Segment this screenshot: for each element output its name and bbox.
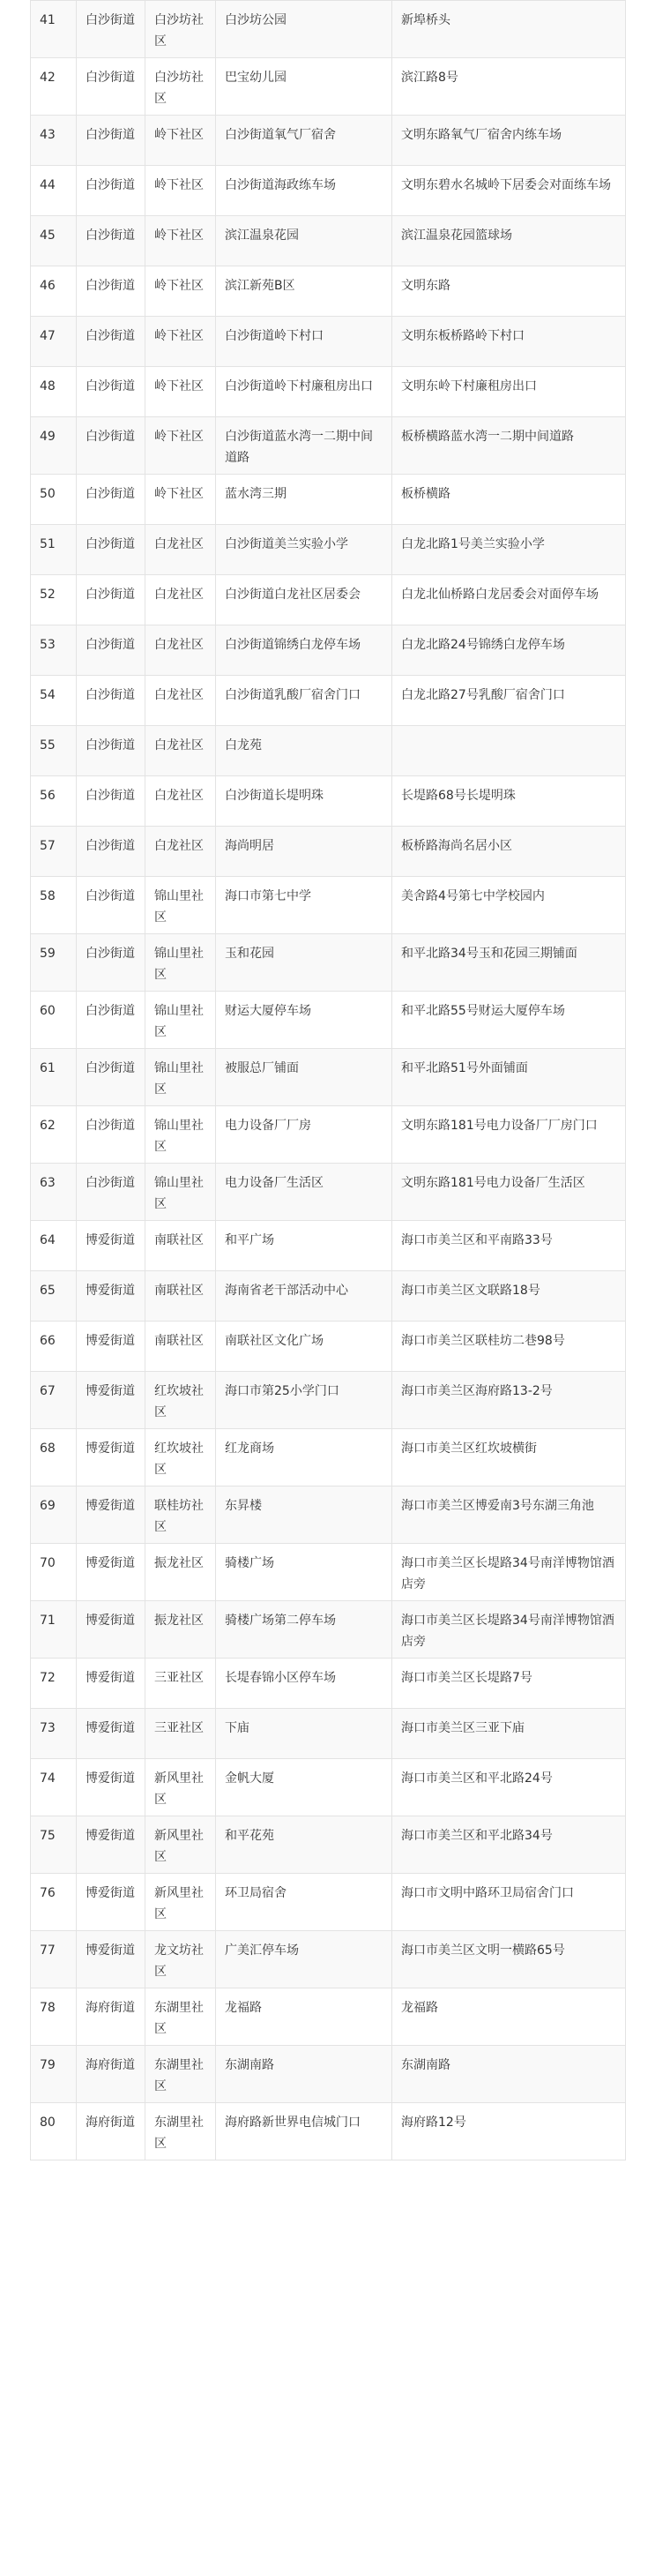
community-cell: 东湖里社区 [145, 2103, 216, 2160]
site-name-cell: 环卫局宿舍 [216, 1874, 392, 1931]
street-cell: 白沙街道 [77, 166, 145, 216]
street-cell: 白沙街道 [77, 417, 145, 475]
address-cell: 海口市美兰区长堤路7号 [392, 1659, 626, 1709]
table-row [31, 1816, 626, 1874]
row-number: 67 [31, 1372, 77, 1429]
address-cell: 海口市美兰区和平北路24号 [392, 1759, 626, 1816]
table-row [31, 1988, 626, 2046]
row-number: 53 [31, 625, 77, 676]
table-row [31, 1049, 626, 1106]
community-cell: 岭下社区 [145, 367, 216, 417]
row-number: 46 [31, 266, 77, 317]
address-cell: 海口市美兰区三亚下庙 [392, 1709, 626, 1759]
street-cell: 白沙街道 [77, 625, 145, 676]
row-number: 56 [31, 776, 77, 827]
address-cell: 文明东岭下村廉租房出口 [392, 367, 626, 417]
community-cell: 白龙社区 [145, 827, 216, 877]
community-cell: 锦山里社区 [145, 1049, 216, 1106]
row-number: 62 [31, 1106, 77, 1164]
street-cell: 白沙街道 [77, 726, 145, 776]
row-number: 55 [31, 726, 77, 776]
community-cell: 岭下社区 [145, 417, 216, 475]
street-cell: 博爱街道 [77, 1486, 145, 1544]
site-name-cell: 广美汇停车场 [216, 1931, 392, 1988]
address-cell: 海口市美兰区和平南路33号 [392, 1221, 626, 1271]
table-row [31, 1759, 626, 1816]
site-name-cell: 白沙街道锦绣白龙停车场 [216, 625, 392, 676]
street-cell: 白沙街道 [77, 827, 145, 877]
table-row [31, 827, 626, 877]
address-cell: 滨江路8号 [392, 58, 626, 116]
street-cell: 博爱街道 [77, 1429, 145, 1486]
community-cell: 新风里社区 [145, 1759, 216, 1816]
site-name-cell: 东湖南路 [216, 2046, 392, 2103]
street-cell: 白沙街道 [77, 367, 145, 417]
site-name-cell: 红龙商场 [216, 1429, 392, 1486]
table-row [31, 116, 626, 166]
community-cell: 锦山里社区 [145, 992, 216, 1049]
community-cell: 锦山里社区 [145, 934, 216, 992]
site-name-cell: 海府路新世界电信城门口 [216, 2103, 392, 2160]
table-row [31, 266, 626, 317]
address-cell: 白龙北路24号锦绣白龙停车场 [392, 625, 626, 676]
address-cell: 海口市美兰区红坎坡横街 [392, 1429, 626, 1486]
street-cell: 博爱街道 [77, 1931, 145, 1988]
address-cell: 白龙北路1号美兰实验小学 [392, 525, 626, 575]
community-cell: 岭下社区 [145, 166, 216, 216]
address-cell: 和平北路34号玉和花园三期铺面 [392, 934, 626, 992]
row-number: 71 [31, 1601, 77, 1659]
street-cell: 博爱街道 [77, 1322, 145, 1372]
row-number: 79 [31, 2046, 77, 2103]
address-cell: 海口市美兰区文联路18号 [392, 1271, 626, 1322]
address-cell: 海口市美兰区博爱南3号东湖三角池 [392, 1486, 626, 1544]
table-row [31, 1931, 626, 1988]
row-number: 77 [31, 1931, 77, 1988]
table-row [31, 1106, 626, 1164]
street-cell: 白沙街道 [77, 475, 145, 525]
row-number: 69 [31, 1486, 77, 1544]
table-row [31, 166, 626, 216]
row-number: 72 [31, 1659, 77, 1709]
street-cell: 博爱街道 [77, 1816, 145, 1874]
row-number: 75 [31, 1816, 77, 1874]
row-number: 48 [31, 367, 77, 417]
table-row [31, 2103, 626, 2160]
table-row [31, 776, 626, 827]
table-row [31, 726, 626, 776]
row-number: 76 [31, 1874, 77, 1931]
site-name-cell: 滨江温泉花园 [216, 216, 392, 266]
street-cell: 白沙街道 [77, 934, 145, 992]
address-cell: 海口市美兰区长堤路34号南洋博物馆酒店旁 [392, 1544, 626, 1601]
site-name-cell: 海南省老干部活动中心 [216, 1271, 392, 1322]
site-name-cell: 白沙街道长堤明珠 [216, 776, 392, 827]
row-number: 64 [31, 1221, 77, 1271]
address-cell: 和平北路55号财运大厦停车场 [392, 992, 626, 1049]
address-cell: 海口市美兰区长堤路34号南洋博物馆酒店旁 [392, 1601, 626, 1659]
street-cell: 博爱街道 [77, 1659, 145, 1709]
street-cell: 博爱街道 [77, 1759, 145, 1816]
row-number: 61 [31, 1049, 77, 1106]
site-name-cell: 海口市第25小学门口 [216, 1372, 392, 1429]
address-cell: 文明东路181号电力设备厂厂房门口 [392, 1106, 626, 1164]
site-list-table [30, 0, 626, 2160]
address-cell: 海口市美兰区文明一横路65号 [392, 1931, 626, 1988]
address-cell: 美舍路4号第七中学校园内 [392, 877, 626, 934]
street-cell: 白沙街道 [77, 317, 145, 367]
site-name-cell: 白沙街道白龙社区居委会 [216, 575, 392, 625]
site-name-cell: 金帆大厦 [216, 1759, 392, 1816]
site-name-cell: 白沙街道乳酸厂宿舍门口 [216, 676, 392, 726]
street-cell: 白沙街道 [77, 676, 145, 726]
table-row [31, 1601, 626, 1659]
table-row [31, 1544, 626, 1601]
address-cell: 海府路12号 [392, 2103, 626, 2160]
site-name-cell: 电力设备厂厂房 [216, 1106, 392, 1164]
table-row [31, 1372, 626, 1429]
row-number: 65 [31, 1271, 77, 1322]
community-cell: 三亚社区 [145, 1709, 216, 1759]
community-cell: 白龙社区 [145, 575, 216, 625]
site-name-cell: 白沙街道蓝水湾一二期中间道路 [216, 417, 392, 475]
site-name-cell: 长堤春锦小区停车场 [216, 1659, 392, 1709]
community-cell: 新风里社区 [145, 1816, 216, 1874]
row-number: 54 [31, 676, 77, 726]
row-number: 63 [31, 1164, 77, 1221]
table-row [31, 1874, 626, 1931]
community-cell: 三亚社区 [145, 1659, 216, 1709]
address-cell: 白龙北仙桥路白龙居委会对面停车场 [392, 575, 626, 625]
table-row [31, 1, 626, 58]
community-cell: 振龙社区 [145, 1544, 216, 1601]
table-row [31, 58, 626, 116]
address-cell: 文明东碧水名城岭下居委会对面练车场 [392, 166, 626, 216]
address-cell: 文明东路 [392, 266, 626, 317]
street-cell: 白沙街道 [77, 1106, 145, 1164]
community-cell: 南联社区 [145, 1271, 216, 1322]
table-body [31, 1, 626, 2160]
row-number: 47 [31, 317, 77, 367]
table-row [31, 216, 626, 266]
table-row [31, 367, 626, 417]
site-name-cell: 东昇楼 [216, 1486, 392, 1544]
address-cell: 滨江温泉花园篮球场 [392, 216, 626, 266]
row-number: 41 [31, 1, 77, 58]
address-cell: 海口市文明中路环卫局宿舍门口 [392, 1874, 626, 1931]
address-cell: 和平北路51号外面铺面 [392, 1049, 626, 1106]
site-name-cell: 白龙苑 [216, 726, 392, 776]
site-name-cell: 海口市第七中学 [216, 877, 392, 934]
table-row [31, 475, 626, 525]
community-cell: 新风里社区 [145, 1874, 216, 1931]
row-number: 45 [31, 216, 77, 266]
community-cell: 龙文坊社区 [145, 1931, 216, 1988]
site-name-cell: 电力设备厂生活区 [216, 1164, 392, 1221]
community-cell: 红坎坡社区 [145, 1372, 216, 1429]
row-number: 68 [31, 1429, 77, 1486]
street-cell: 博爱街道 [77, 1544, 145, 1601]
street-cell: 白沙街道 [77, 525, 145, 575]
site-name-cell: 和平花苑 [216, 1816, 392, 1874]
street-cell: 白沙街道 [77, 992, 145, 1049]
community-cell: 白龙社区 [145, 676, 216, 726]
row-number: 73 [31, 1709, 77, 1759]
street-cell: 白沙街道 [77, 877, 145, 934]
street-cell: 博爱街道 [77, 1221, 145, 1271]
site-name-cell: 被服总厂铺面 [216, 1049, 392, 1106]
street-cell: 博爱街道 [77, 1874, 145, 1931]
community-cell: 白沙坊社区 [145, 58, 216, 116]
row-number: 44 [31, 166, 77, 216]
table-row [31, 934, 626, 992]
community-cell: 东湖里社区 [145, 2046, 216, 2103]
street-cell: 博爱街道 [77, 1601, 145, 1659]
community-cell: 南联社区 [145, 1221, 216, 1271]
table-row [31, 417, 626, 475]
site-name-cell: 南联社区文化广场 [216, 1322, 392, 1372]
community-cell: 南联社区 [145, 1322, 216, 1372]
row-number: 59 [31, 934, 77, 992]
row-number: 49 [31, 417, 77, 475]
address-cell: 文明东路氧气厂宿舍内练车场 [392, 116, 626, 166]
community-cell: 联桂坊社区 [145, 1486, 216, 1544]
community-cell: 振龙社区 [145, 1601, 216, 1659]
street-cell: 白沙街道 [77, 116, 145, 166]
row-number: 74 [31, 1759, 77, 1816]
table-row [31, 1709, 626, 1759]
row-number: 66 [31, 1322, 77, 1372]
table-row [31, 625, 626, 676]
site-name-cell: 蓝水湾三期 [216, 475, 392, 525]
table-row [31, 1659, 626, 1709]
street-cell: 白沙街道 [77, 776, 145, 827]
street-cell: 博爱街道 [77, 1372, 145, 1429]
community-cell: 白龙社区 [145, 625, 216, 676]
row-number: 70 [31, 1544, 77, 1601]
address-cell: 海口市美兰区海府路13-2号 [392, 1372, 626, 1429]
table-row [31, 1429, 626, 1486]
community-cell: 锦山里社区 [145, 877, 216, 934]
street-cell: 白沙街道 [77, 1049, 145, 1106]
community-cell: 锦山里社区 [145, 1106, 216, 1164]
table-row [31, 2046, 626, 2103]
street-cell: 白沙街道 [77, 1164, 145, 1221]
row-number: 60 [31, 992, 77, 1049]
site-name-cell: 巴宝幼儿园 [216, 58, 392, 116]
table-row [31, 1221, 626, 1271]
street-cell: 白沙街道 [77, 58, 145, 116]
table-row [31, 676, 626, 726]
street-cell: 白沙街道 [77, 1, 145, 58]
site-name-cell: 财运大厦停车场 [216, 992, 392, 1049]
site-name-cell: 骑楼广场第二停车场 [216, 1601, 392, 1659]
row-number: 57 [31, 827, 77, 877]
street-cell: 海府街道 [77, 2046, 145, 2103]
community-cell: 岭下社区 [145, 216, 216, 266]
address-cell: 文明东路181号电力设备厂生活区 [392, 1164, 626, 1221]
table-row [31, 317, 626, 367]
address-cell: 文明东板桥路岭下村口 [392, 317, 626, 367]
address-cell: 板桥横路蓝水湾一二期中间道路 [392, 417, 626, 475]
community-cell: 白龙社区 [145, 525, 216, 575]
table-row [31, 575, 626, 625]
address-cell: 海口市美兰区和平北路34号 [392, 1816, 626, 1874]
site-name-cell: 白沙坊公园 [216, 1, 392, 58]
address-cell: 海口市美兰区联桂坊二巷98号 [392, 1322, 626, 1372]
table-row [31, 1271, 626, 1322]
row-number: 43 [31, 116, 77, 166]
street-cell: 海府街道 [77, 2103, 145, 2160]
address-cell: 龙福路 [392, 1988, 626, 2046]
row-number: 50 [31, 475, 77, 525]
site-name-cell: 滨江新苑B区 [216, 266, 392, 317]
address-cell: 板桥横路 [392, 475, 626, 525]
site-name-cell: 海尚明居 [216, 827, 392, 877]
row-number: 78 [31, 1988, 77, 2046]
address-cell: 长堤路68号长堤明珠 [392, 776, 626, 827]
table-row [31, 992, 626, 1049]
row-number: 51 [31, 525, 77, 575]
community-cell: 红坎坡社区 [145, 1429, 216, 1486]
site-name-cell: 下庙 [216, 1709, 392, 1759]
site-name-cell: 玉和花园 [216, 934, 392, 992]
table-row [31, 1322, 626, 1372]
address-cell: 白龙北路27号乳酸厂宿舍门口 [392, 676, 626, 726]
row-number: 58 [31, 877, 77, 934]
street-cell: 白沙街道 [77, 216, 145, 266]
community-cell: 东湖里社区 [145, 1988, 216, 2046]
community-cell: 岭下社区 [145, 266, 216, 317]
community-cell: 白沙坊社区 [145, 1, 216, 58]
site-name-cell: 骑楼广场 [216, 1544, 392, 1601]
table-row [31, 525, 626, 575]
site-name-cell: 白沙街道岭下村廉租房出口 [216, 367, 392, 417]
site-name-cell: 和平广场 [216, 1221, 392, 1271]
community-cell: 锦山里社区 [145, 1164, 216, 1221]
site-name-cell: 白沙街道美兰实验小学 [216, 525, 392, 575]
street-cell: 海府街道 [77, 1988, 145, 2046]
address-cell: 东湖南路 [392, 2046, 626, 2103]
community-cell: 岭下社区 [145, 116, 216, 166]
table-row [31, 1164, 626, 1221]
street-cell: 白沙街道 [77, 266, 145, 317]
address-cell [392, 726, 626, 776]
community-cell: 白龙社区 [145, 726, 216, 776]
row-number: 52 [31, 575, 77, 625]
community-cell: 白龙社区 [145, 776, 216, 827]
community-cell: 岭下社区 [145, 475, 216, 525]
table-row [31, 1486, 626, 1544]
site-name-cell: 白沙街道氧气厂宿舍 [216, 116, 392, 166]
community-cell: 岭下社区 [145, 317, 216, 367]
address-cell: 板桥路海尚名居小区 [392, 827, 626, 877]
street-cell: 白沙街道 [77, 575, 145, 625]
address-cell: 新埠桥头 [392, 1, 626, 58]
site-name-cell: 白沙街道海政练车场 [216, 166, 392, 216]
row-number: 42 [31, 58, 77, 116]
site-name-cell: 白沙街道岭下村口 [216, 317, 392, 367]
street-cell: 博爱街道 [77, 1709, 145, 1759]
row-number: 80 [31, 2103, 77, 2160]
site-name-cell: 龙福路 [216, 1988, 392, 2046]
street-cell: 博爱街道 [77, 1271, 145, 1322]
table-row [31, 877, 626, 934]
